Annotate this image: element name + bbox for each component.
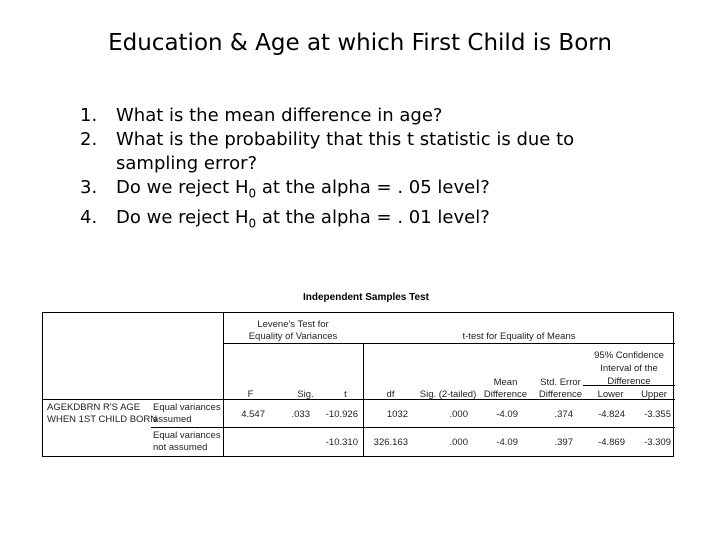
ci-header: 95% Confidence: [594, 350, 664, 361]
question-number: 4.: [80, 206, 98, 228]
question-text: [116, 176, 660, 206]
table-cell: -4.824: [598, 409, 625, 420]
table-cell: .033: [291, 409, 310, 420]
row-label: assumed: [153, 414, 192, 425]
divider: [151, 427, 675, 428]
ttest-header: t-test for Equality of Means: [462, 331, 576, 342]
question-text-before: Do we reject H: [116, 206, 249, 228]
slide-title: Education & Age at which First Child is Born: [108, 30, 612, 56]
row-label: Equal variances: [153, 430, 221, 441]
question-number: 1.: [80, 105, 98, 126]
subscript: 0: [248, 186, 257, 201]
row-label: not assumed: [153, 442, 208, 453]
question-3: [80, 176, 660, 206]
col-header-f: F: [247, 389, 254, 400]
table-cell: .374: [554, 409, 573, 420]
question-number: 3.: [80, 177, 98, 198]
table-cell: -4.09: [496, 409, 518, 420]
question-text-after: at the alpha = . 05 level?: [256, 177, 490, 198]
col-header-sig: Sig.: [297, 389, 314, 400]
question-2: [80, 128, 660, 176]
table-cell: -4.09: [496, 437, 518, 448]
col-header-mean-diff: Mean Difference: [483, 377, 528, 400]
question-text: [116, 206, 660, 236]
table-cell: 4.547: [241, 409, 265, 420]
col-header-t: t: [344, 389, 347, 400]
col-header-upper: Upper: [641, 389, 667, 400]
question-text: What is the mean difference in age?: [116, 105, 443, 126]
table-cell: -10.926: [325, 409, 358, 420]
table-cell: -4.869: [598, 437, 625, 448]
variable-label: AGEKDBRN R'S AGE: [47, 402, 141, 413]
col-header-lower: Lower: [597, 389, 624, 400]
col-header-std-err: Std. Error Difference: [538, 377, 583, 400]
independent-samples-table: [42, 312, 674, 457]
question-text: What is the probability that this t statistic is due to sampling error?: [116, 129, 575, 174]
table-cell: -3.309: [644, 437, 671, 448]
col-header-df: df: [386, 389, 395, 400]
table-cell: 326.163: [373, 437, 408, 448]
question-4: [80, 206, 660, 236]
question-list: [80, 104, 660, 235]
table-cell: .000: [449, 409, 468, 420]
table-cell: 1032: [386, 409, 408, 420]
table-cell: .000: [449, 437, 468, 448]
col-header-sig2: Sig. (2-tailed): [419, 389, 477, 400]
table-cell: -10.310: [325, 437, 358, 448]
question-text-after: at the alpha = . 01 level?: [256, 206, 490, 228]
question-1: [80, 104, 660, 128]
variable-label: WHEN 1ST CHILD BORN: [47, 414, 158, 425]
levene-header: Levene's Test for: [257, 319, 329, 330]
ci-header: Difference: [607, 376, 651, 387]
divider: [223, 343, 675, 344]
table-cell: -3.355: [644, 409, 671, 420]
ci-header: Interval of the: [600, 363, 658, 374]
levene-header: Equality of Variances: [248, 331, 338, 342]
question-text-before: Do we reject H: [116, 177, 249, 198]
question-number: 2.: [80, 129, 98, 150]
row-label: Equal variances: [153, 402, 221, 413]
table-cell: .397: [554, 437, 573, 448]
subscript: 0: [248, 216, 257, 231]
table-title: Independent Samples Test: [303, 292, 429, 303]
